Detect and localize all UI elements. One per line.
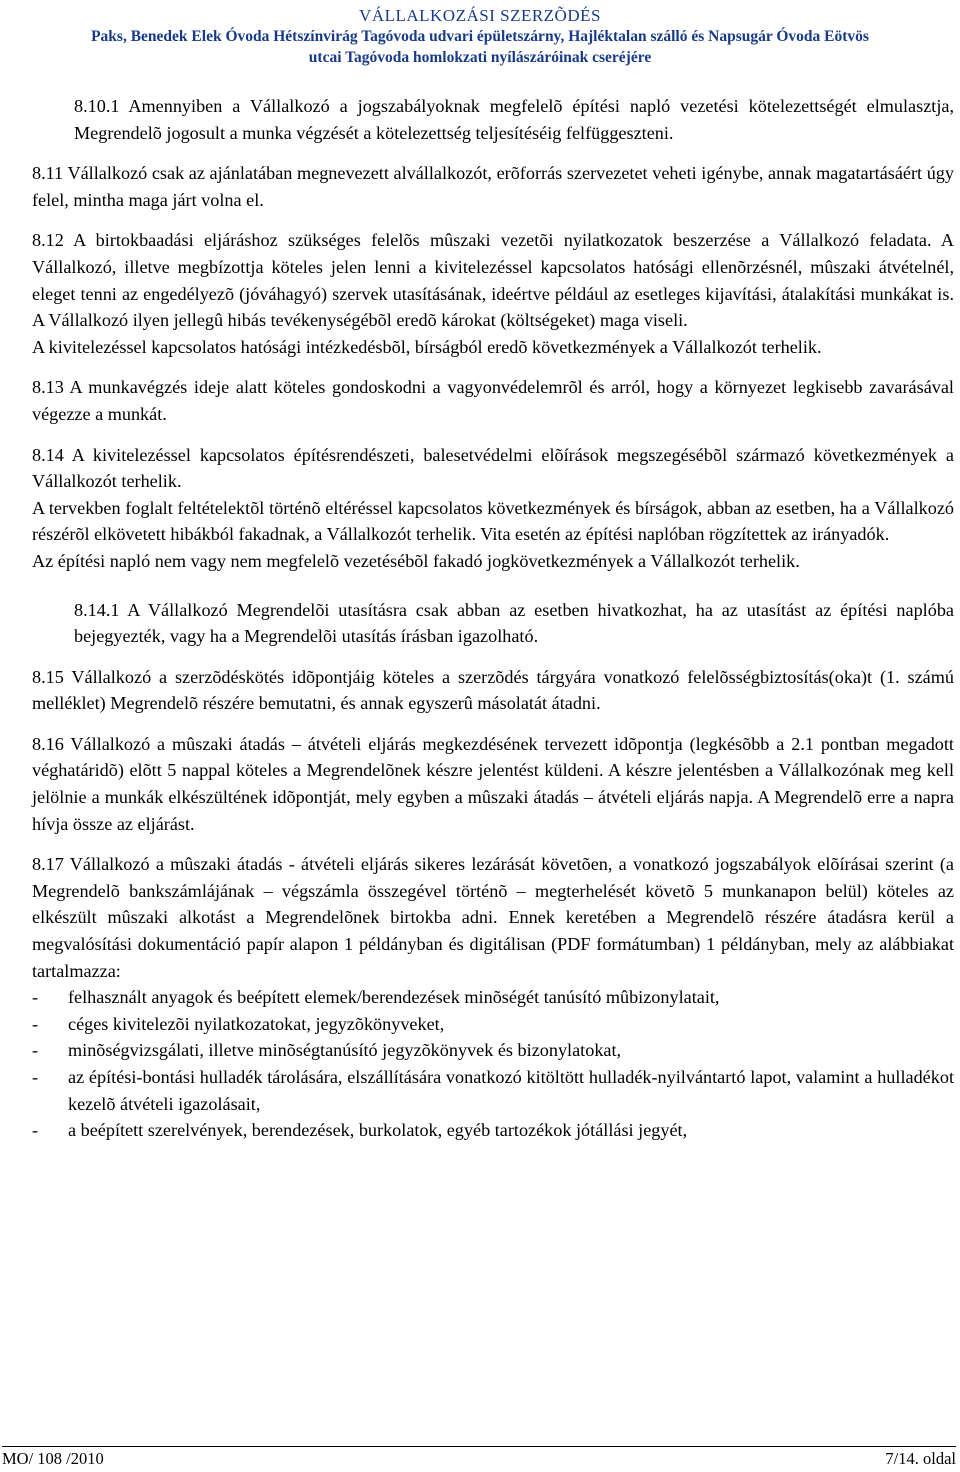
- paragraph-8-17: 8.17 Vállalkozó a mûszaki átadás - átvételi eljárás sikeres lezárását követõen, a vonatkozó jogszabályok elõírásai szerint (a Megrendelõ bankszámlájának – végszámla összegével történõ – megterhelését követõ 5 munkanapon belül) köteles az elkészült mûszaki alkotást a Megrendelõnek birtokba adni. Ennek keretében a Megrendelõ részére átadásra kerül a megvalósítási dokumentáció papír alapon 1 példányban és digitálisan (PDF formátumban) 1 példányban, mely az alábbiakat tartalmazza:: [32, 854, 954, 981]
- list-item: [32, 1064, 954, 1117]
- document-title: VÁLLALKOZÁSI SZERZÕDÉS: [359, 6, 601, 25]
- paragraph-8-14-continued: A tervekben foglalt feltételektõl történõ eltéréssel kapcsolatos következmények és bírságok, abban az esetben, ha a Vállalkozó részérõl elkövetett hibákból fakadnak, a Vállalkozót terhelik. Vita esetén az építési naplóban rögzítettek az irányadók.: [32, 497, 954, 545]
- list-dash: -: [32, 1013, 39, 1034]
- paragraph-8-14: 8.14 A kivitelezéssel kapcsolatos építésrendészeti, balesetvédelmi elõírások megszegésébõl származó következmények a Vállalkozót terhelik.: [32, 444, 954, 492]
- page-footer: [2, 1446, 956, 1471]
- paragraph-8-10-1: 8.10.1 Amennyiben a Vállalkozó a jogszabályoknak megfelelõ építési napló vezetési kötelezettségét elmulasztja, Megrendelõ jogosult a munka végzését a kötelezettség teljesítéséig felfüggeszteni.: [74, 96, 954, 143]
- list-item: [32, 1037, 954, 1064]
- document-id: MO/ 108 /2010: [2, 1449, 104, 1468]
- header-subtitle-line-1: Paks, Benedek Elek Óvoda Hétszínvirág Tagóvoda udvari épületszárny, Hajléktalan szálló és Napsugár Óvoda Eötvös: [91, 28, 869, 45]
- list-item-text: az építési-bontási hulladék tárolására, elszállítására vonatkozó kitöltött hulladék-nyilvántartó lapot, valamint a hulladékot kezelõ átvételi igazolásait,: [68, 1067, 954, 1114]
- list-item: [32, 1011, 954, 1038]
- paragraph-8-16: 8.16 Vállalkozó a mûszaki átadás – átvételi eljárás megkezdésének tervezett idõpontja (legkésõbb a 2.1 pontban megadott véghatáridõ) elõtt 5 nappal köteles a Megrendelõnek készre jelentést küldeni. A készre jelentésben a Vállalkozónak meg kell jelölnie a munkák elkészültének idõpontját, mely egyben a mûszaki átadás – átvételi eljárás napja. A Megrendelõ erre a napra hívja össze az eljárást.: [32, 733, 954, 834]
- list-dash: -: [32, 1120, 39, 1141]
- list-dash: -: [32, 1040, 39, 1061]
- paragraph-8-12: 8.12 A birtokbaadási eljáráshoz szükséges felelõs mûszaki vezetõi nyilatkozatok beszerzése a Vállalkozó feladata. A Vállalkozó, illetve megbízottja köteles jelen lenni a kivitelezéssel kapcsolatos hatósági ellenõrzésnél, mûszaki átvételnél, eleget tenni az engedélyezõ (jóváhagyó) szervek utasításának, ideértve például az esetleges kijavítási, átalakítási munkákat is. A Vállalkozó ilyen jellegû hibás tevékenységébõl eredõ károkat (költségeket) maga viseli.: [32, 230, 954, 331]
- list-dash: -: [32, 987, 39, 1008]
- list-item-text: felhasznált anyagok és beépített elemek/berendezések minõségét tanúsító mûbizonylatait,: [68, 987, 720, 1008]
- paragraph-8-11: 8.11 Vállalkozó csak az ajánlatában megnevezett alvállalkozót, erõforrás szervezetet veheti igénybe, annak magatartásáért úgy felel, mintha maga járt volna el.: [32, 163, 954, 210]
- list-item-text: a beépített szerelvények, berendezések, burkolatok, egyéb tartozékok jótállási jegyét,: [68, 1120, 688, 1141]
- paragraph-8-14-1: 8.14.1 A Vállalkozó Megrendelõi utasításra csak abban az esetben hivatkozhat, ha az utasítást az építési naplóba bejegyezték, vagy ha a Megrendelõi utasítás írásban igazolható.: [74, 599, 954, 647]
- paragraph-8-14-napló: Az építési napló nem vagy nem megfelelõ vezetésébõl fakadó jogkövetkezmények a Vállalkozót terhelik.: [32, 550, 800, 571]
- paragraph-8-15: 8.15 Vállalkozó a szerzõdéskötés idõpontjáig köteles a szerzõdés tárgyára vonatkozó felelõsségbiztosítás(oka)t (1. számú melléklet) Megrendelõ részére bemutatni, és annak egyszerû másolatát átadni.: [32, 666, 954, 714]
- paragraph-8-12-continued: A kivitelezéssel kapcsolatos hatósági intézkedésbõl, bírságból eredõ következmények a Vállalkozót terhelik.: [32, 336, 822, 357]
- deliverables-list: [32, 984, 954, 1144]
- document-header: [0, 6, 960, 68]
- document-body: [32, 93, 954, 1144]
- header-subtitle-line-2: utcai Tagóvoda homlokzati nyílászáróinak cseréjére: [308, 49, 652, 66]
- list-item: [32, 1117, 954, 1144]
- list-dash: -: [32, 1067, 39, 1087]
- paragraph-8-13: 8.13 A munkavégzés ideje alatt köteles gondoskodni a vagyonvédelemrõl és arról, hogy a környezet legkisebb zavarásával végezze a munkát.: [32, 377, 954, 424]
- list-item: [32, 984, 954, 1011]
- page-number: 7/14. oldal: [885, 1449, 956, 1468]
- list-item-text: céges kivitelezõi nyilatkozatokat, jegyzõkönyveket,: [68, 1013, 445, 1034]
- list-item-text: minõségvizsgálati, illetve minõségtanúsító jegyzõkönyvek és bizonylatokat,: [68, 1040, 622, 1061]
